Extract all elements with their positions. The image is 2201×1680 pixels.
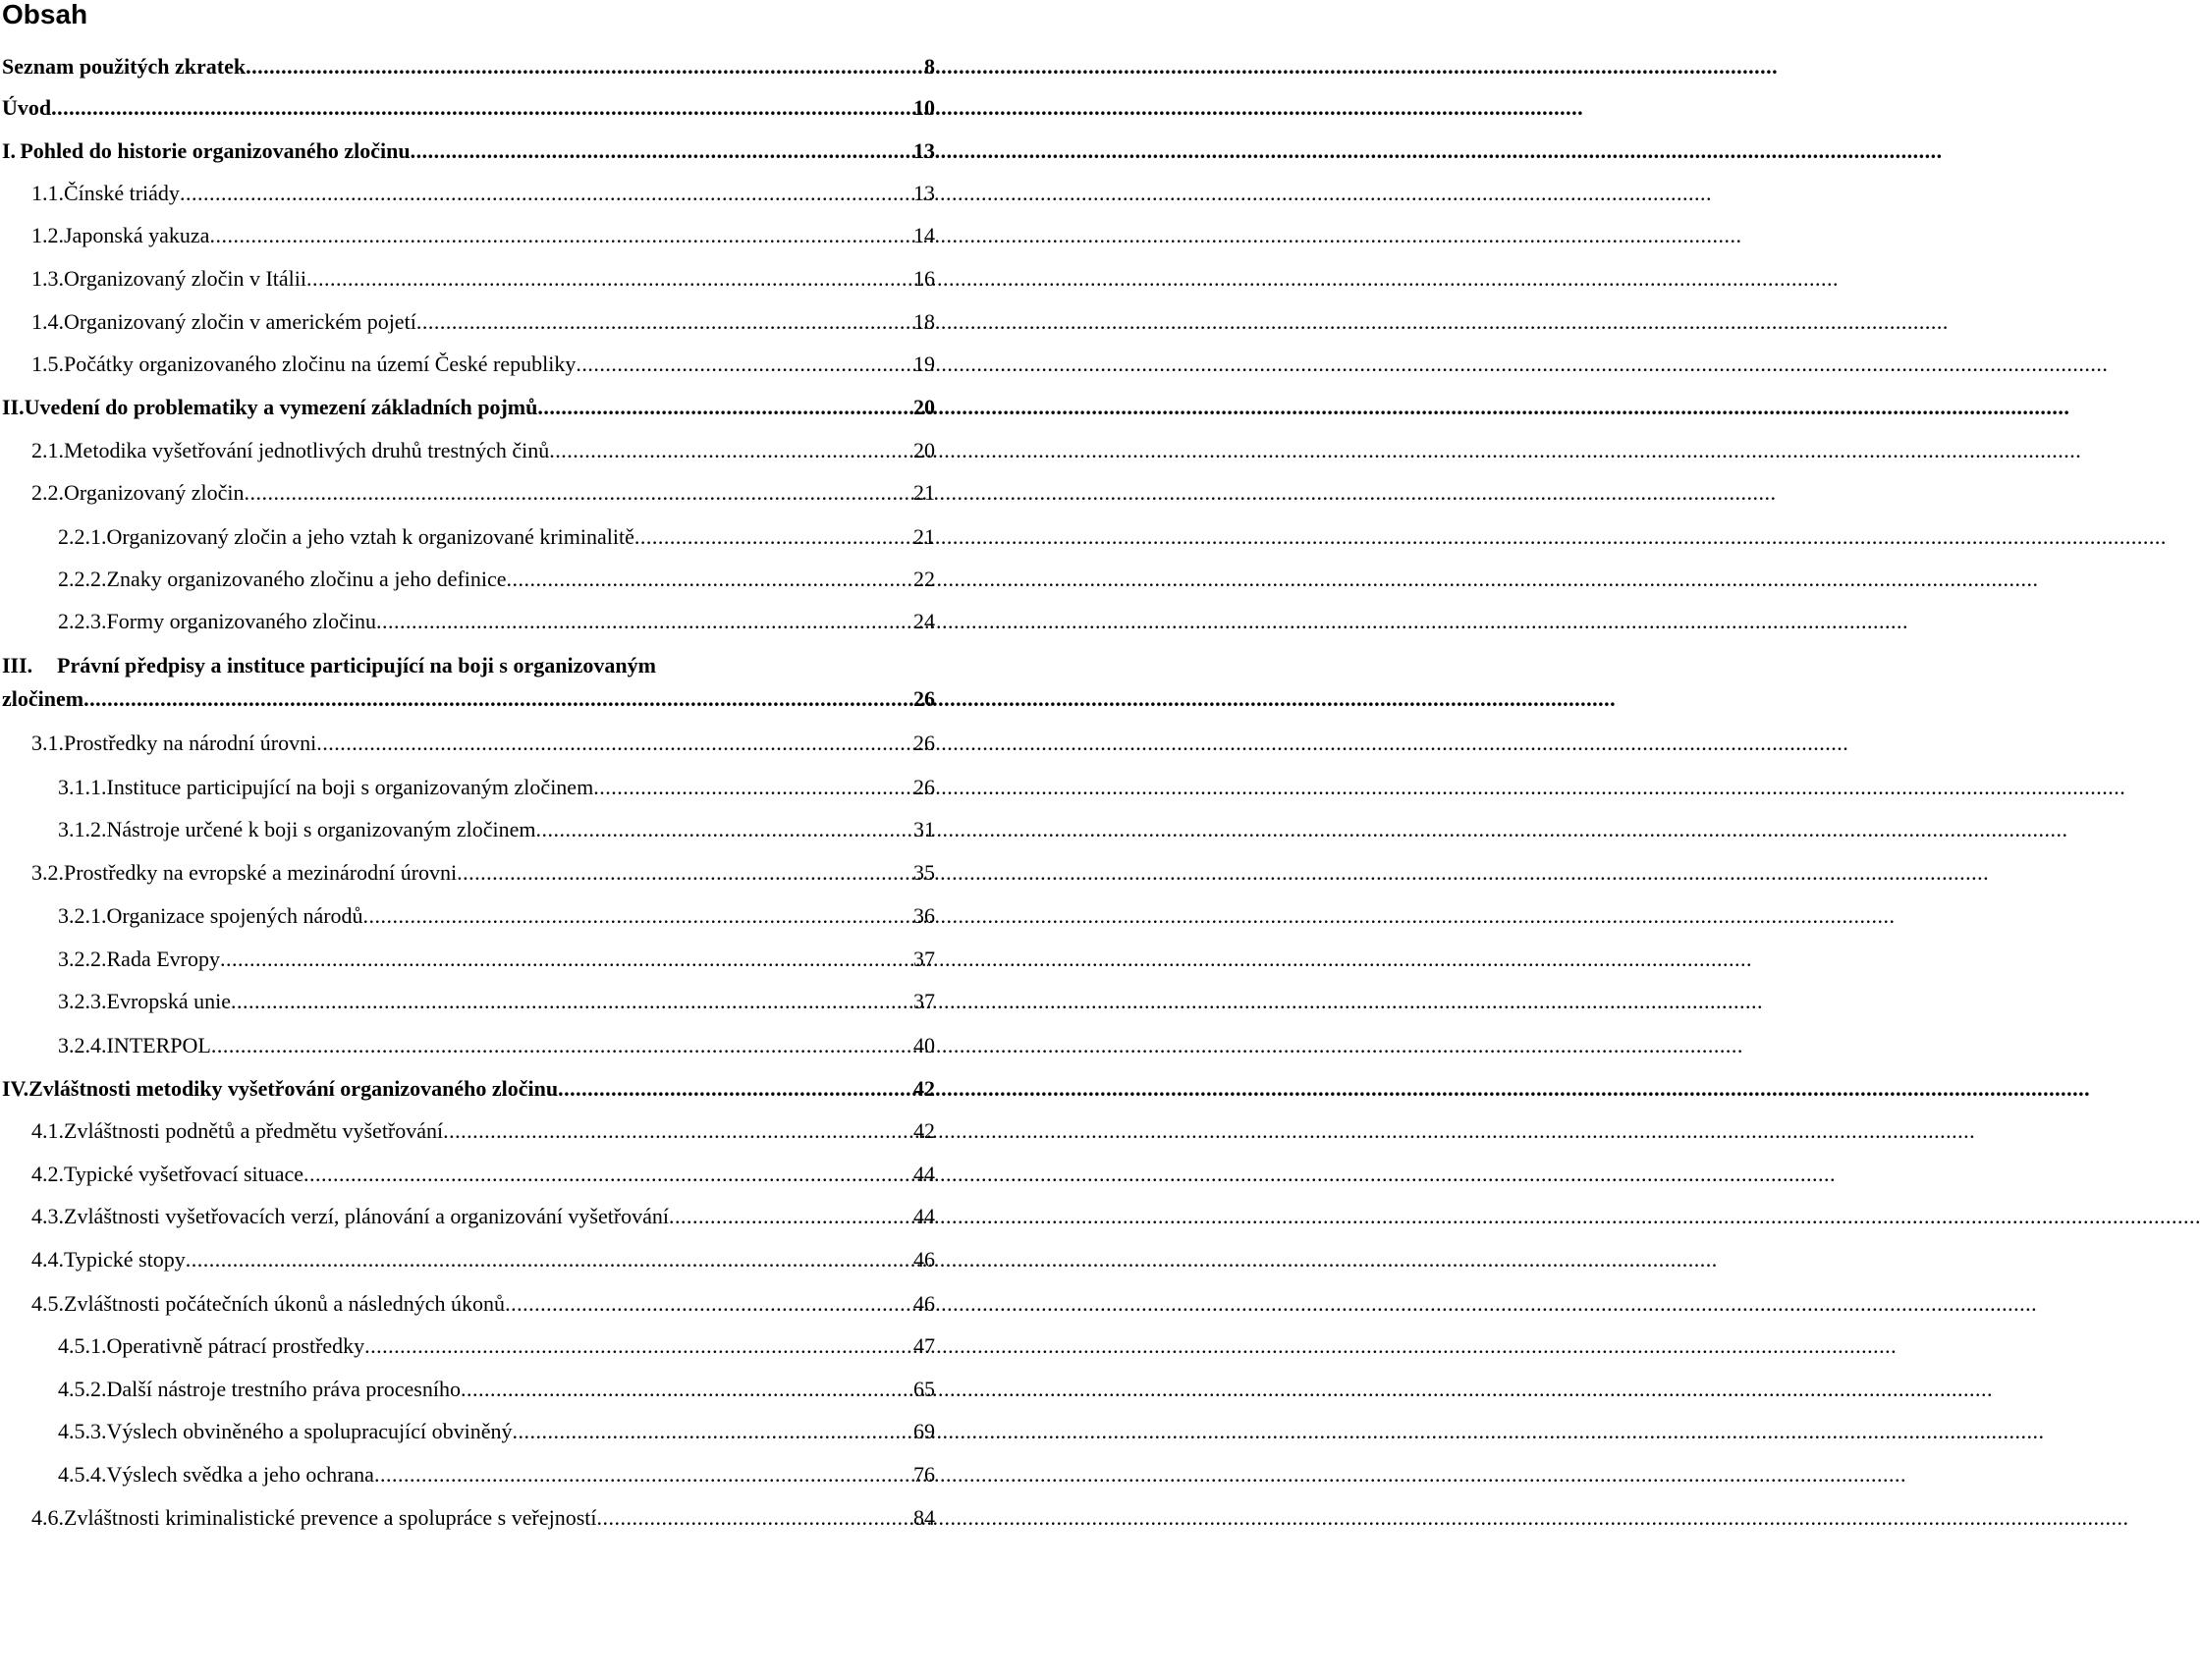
toc-entry-label: Pohled do historie organizovaného zločinu <box>20 138 411 163</box>
toc-entry-page-number: 37 <box>913 947 935 971</box>
dot-leader <box>186 1245 911 1274</box>
dot-leader <box>411 136 911 166</box>
toc-entry-page-number: 19 <box>913 352 935 376</box>
toc-entry-page-number: 24 <box>913 609 935 633</box>
toc-entry[interactable] <box>58 1460 935 1490</box>
toc-entry-number: 2.2.3. <box>58 609 107 633</box>
toc-entry-page-number: 26 <box>913 686 935 711</box>
toc-entry-page-number: 36 <box>913 903 935 928</box>
toc-entry-number: 1.1. <box>31 181 64 205</box>
dot-leader <box>51 93 911 123</box>
toc-entry-number: 1.3. <box>31 266 64 291</box>
toc-entry[interactable] <box>31 1202 935 1231</box>
dot-leader <box>443 1116 911 1146</box>
toc-entry-label: Seznam použitých zkratek <box>2 54 247 79</box>
toc-entry[interactable] <box>2 1074 935 1104</box>
toc-entry[interactable] <box>58 901 935 931</box>
toc-entry-page-number: 20 <box>913 395 935 419</box>
toc-entry-label: Počátky organizovaného zločinu na území České republiky <box>64 352 577 376</box>
toc-entry-page-number: 31 <box>913 817 935 841</box>
toc-entry-page-number: 65 <box>913 1377 935 1401</box>
table-of-contents <box>0 0 943 1680</box>
dot-leader <box>597 1503 911 1533</box>
toc-entry-number: 4.5. <box>31 1291 64 1316</box>
dot-leader <box>209 221 911 250</box>
dot-leader <box>558 1074 911 1104</box>
toc-entry-label: Evropská unie <box>106 989 231 1013</box>
toc-entry[interactable] <box>58 522 935 552</box>
toc-entry-number: 3.1. <box>31 731 64 755</box>
toc-entry-label: Rada Evropy <box>106 947 220 971</box>
toc-entry-page-number: 44 <box>913 1204 935 1228</box>
toc-entry-page-number: 21 <box>913 524 935 549</box>
toc-entry-label: Organizace spojených národů <box>106 903 363 928</box>
toc-entry-label: Znaky organizovaného zločinu a jeho definice <box>106 567 507 591</box>
toc-entry-number: 4.5.4. <box>58 1462 107 1487</box>
dot-leader <box>180 179 911 208</box>
toc-entry-page-number: 37 <box>913 989 935 1013</box>
toc-entry-label: Formy organizovaného zločinu <box>106 609 377 633</box>
toc-entry-number: 4.5.1. <box>58 1333 107 1358</box>
toc-entry-number: II. <box>2 395 25 419</box>
toc-entry-page-number: 35 <box>913 860 935 885</box>
toc-entry[interactable] <box>2 393 935 422</box>
toc-entry-label: Právní předpisy a instituce participující na boji s organizovaným <box>57 653 656 677</box>
toc-entry-page-number: 76 <box>913 1462 935 1487</box>
toc-entry-label: Organizovaný zločin v Itálii <box>64 266 307 291</box>
toc-entry-page-number: 44 <box>913 1162 935 1186</box>
toc-entry[interactable] <box>31 179 935 208</box>
toc-entry[interactable] <box>2 52 935 81</box>
toc-entry-number: 1.2. <box>31 223 64 247</box>
toc-entry[interactable] <box>31 858 935 888</box>
toc-entry-page-number: 13 <box>913 181 935 205</box>
toc-entry-label: Nástroje určené k boji s organizovaným zločinem <box>106 817 536 841</box>
toc-entry-label: INTERPOL <box>106 1033 211 1057</box>
toc-entry[interactable] <box>31 1503 935 1533</box>
dot-leader <box>593 773 911 802</box>
toc-entry-number: IV. <box>2 1076 29 1101</box>
toc-entry[interactable] <box>31 478 935 508</box>
toc-entry-page-number: 69 <box>913 1419 935 1443</box>
dot-leader <box>513 1417 911 1446</box>
toc-entry-page-number: 46 <box>913 1291 935 1316</box>
toc-entry[interactable] <box>2 136 935 166</box>
toc-entry[interactable] <box>58 1031 935 1060</box>
toc-entry-label: Zvláštnosti kriminalistické prevence a spolupráce s veřejností <box>64 1505 597 1530</box>
toc-entry-number: 1.5. <box>31 352 64 376</box>
toc-entry-label: Zvláštnosti vyšetřovacích verzí, plánování a organizování vyšetřování <box>64 1204 670 1228</box>
dot-leader <box>306 264 911 294</box>
toc-entry-page-number: 84 <box>913 1505 935 1530</box>
dot-leader <box>220 945 911 974</box>
toc-entry-number: 1.4. <box>31 309 64 334</box>
toc-entry-number: 4.4. <box>31 1247 64 1272</box>
toc-entry-number: 4.2. <box>31 1162 64 1186</box>
toc-entry-label: Čínské triády <box>64 181 180 205</box>
toc-entry-number: 4.1. <box>31 1118 64 1143</box>
dot-leader <box>316 729 911 758</box>
dot-leader <box>669 1202 911 1231</box>
dot-leader <box>457 858 911 888</box>
dot-leader <box>576 350 911 379</box>
dot-leader <box>376 607 911 636</box>
toc-entry-page-number: 20 <box>913 438 935 462</box>
toc-entry-label: Organizovaný zločin <box>64 480 245 505</box>
toc-entry-number: 3.2.4. <box>58 1033 107 1057</box>
toc-entry-label: Zvláštnosti metodiky vyšetřování organizovaného zločinu <box>28 1076 559 1101</box>
dot-leader <box>363 901 911 931</box>
toc-entry-number: 3.1.2. <box>58 817 107 841</box>
toc-entry[interactable] <box>31 350 935 379</box>
toc-entry-number: I. <box>2 138 17 163</box>
toc-entry[interactable] <box>58 773 935 802</box>
toc-entry[interactable] <box>31 729 935 758</box>
page-title: Obsah <box>2 0 88 29</box>
toc-entry[interactable] <box>31 307 935 337</box>
toc-entry-label: Uvedení do problematiky a vymezení základních pojmů <box>24 395 538 419</box>
dot-leader <box>505 1289 911 1319</box>
toc-entry-number: 4.3. <box>31 1204 64 1228</box>
toc-entry-number: 4.6. <box>31 1505 64 1530</box>
toc-entry-label: Úvod <box>2 95 52 120</box>
toc-entry-page-number: 14 <box>913 223 935 247</box>
toc-entry[interactable] <box>31 1289 935 1319</box>
toc-entry-number: 2.1. <box>31 438 64 462</box>
dot-leader <box>303 1160 911 1189</box>
dot-leader <box>246 52 922 81</box>
toc-entry[interactable] <box>31 221 935 250</box>
toc-entry-label: Zvláštnosti počátečních úkonů a následných úkonů <box>64 1291 506 1316</box>
toc-entry-label: Další nástroje trestního práva procesního <box>106 1377 461 1401</box>
dot-leader <box>231 987 911 1016</box>
dot-leader <box>507 565 911 594</box>
toc-entry[interactable] <box>31 264 935 294</box>
dot-leader <box>83 684 911 714</box>
toc-entry[interactable] <box>58 1417 935 1446</box>
dot-leader <box>374 1460 911 1490</box>
toc-entry[interactable] <box>58 987 935 1016</box>
toc-entry-label: Výslech svědka a jeho ochrana <box>106 1462 374 1487</box>
toc-entry[interactable] <box>31 436 935 465</box>
toc-entry-number: 3.1.1. <box>58 775 107 799</box>
toc-entry[interactable] <box>31 1116 935 1146</box>
dot-leader <box>536 815 911 844</box>
toc-entry[interactable] <box>2 93 935 123</box>
toc-entry-number: III. <box>2 653 33 677</box>
toc-entry-label: zločinem <box>2 686 84 711</box>
dot-leader <box>364 1331 911 1361</box>
toc-entry-label: Typické vyšetřovací situace <box>64 1162 304 1186</box>
toc-entry-number: 2.2.1. <box>58 524 107 549</box>
toc-entry-page-number: 47 <box>913 1333 935 1358</box>
dot-leader <box>634 522 911 552</box>
toc-entry-label: Metodika vyšetřování jednotlivých druhů trestných činů <box>64 438 550 462</box>
dot-leader <box>416 307 911 337</box>
toc-entry-number: 4.5.3. <box>58 1419 107 1443</box>
toc-entry-number: 2.2.2. <box>58 567 107 591</box>
toc-entry-page-number: 26 <box>913 775 935 799</box>
toc-entry[interactable] <box>31 1245 935 1274</box>
toc-entry-page-number: 46 <box>913 1247 935 1272</box>
toc-entry-page-number: 18 <box>913 309 935 334</box>
toc-entry[interactable] <box>31 1160 935 1189</box>
toc-entry-label: Typické stopy <box>64 1247 186 1272</box>
toc-entry-page-number: 21 <box>913 480 935 505</box>
toc-entry-label: Japonská yakuza <box>64 223 210 247</box>
toc-entry-number: 2.2. <box>31 480 64 505</box>
dot-leader <box>461 1375 911 1404</box>
toc-entry-label: Prostředky na evropské a mezinárodní úrovni <box>64 860 458 885</box>
toc-entry-page-number: 26 <box>913 731 935 755</box>
toc-entry-label: Operativně pátrací prostředky <box>106 1333 365 1358</box>
toc-entry-number: 3.2.1. <box>58 903 107 928</box>
toc-entry[interactable] <box>2 684 935 714</box>
toc-entry-page-number: 16 <box>913 266 935 291</box>
toc-entry-page-number: 8 <box>924 54 935 79</box>
toc-entry-number: 3.2.3. <box>58 989 107 1013</box>
toc-entry-label: Výslech obviněného a spolupracující obviněný <box>106 1419 513 1443</box>
toc-entry[interactable] <box>58 1375 935 1404</box>
toc-entry-page-number: 40 <box>913 1033 935 1057</box>
toc-entry[interactable] <box>58 815 935 844</box>
toc-entry[interactable] <box>58 607 935 636</box>
toc-entry[interactable] <box>58 565 935 594</box>
toc-entry-number: 3.2.2. <box>58 947 107 971</box>
toc-entry-page-number: 10 <box>913 95 935 120</box>
toc-entry[interactable] <box>58 1331 935 1361</box>
toc-entry-number: 4.5.2. <box>58 1377 107 1401</box>
toc-entry-page-number: 22 <box>913 567 935 591</box>
toc-entry[interactable] <box>2 651 886 680</box>
toc-entry-label: Prostředky na národní úrovni <box>64 731 317 755</box>
dot-leader <box>244 478 911 508</box>
toc-entry-page-number: 42 <box>913 1076 935 1101</box>
dot-leader <box>549 436 911 465</box>
toc-entry-label: Zvláštnosti podnětů a předmětu vyšetřování <box>64 1118 444 1143</box>
toc-entry[interactable] <box>58 945 935 974</box>
toc-entry-number: 3.2. <box>31 860 64 885</box>
toc-entry-page-number: 42 <box>913 1118 935 1143</box>
toc-entry-label: Organizovaný zločin a jeho vztah k organizované kriminalitě <box>106 524 634 549</box>
toc-entry-label: Instituce participující na boji s organizovaným zločinem <box>106 775 594 799</box>
toc-entry-label: Organizovaný zločin v americkém pojetí <box>64 309 416 334</box>
toc-entry-page-number: 13 <box>913 138 935 163</box>
dot-leader <box>211 1031 911 1060</box>
dot-leader <box>537 393 911 422</box>
